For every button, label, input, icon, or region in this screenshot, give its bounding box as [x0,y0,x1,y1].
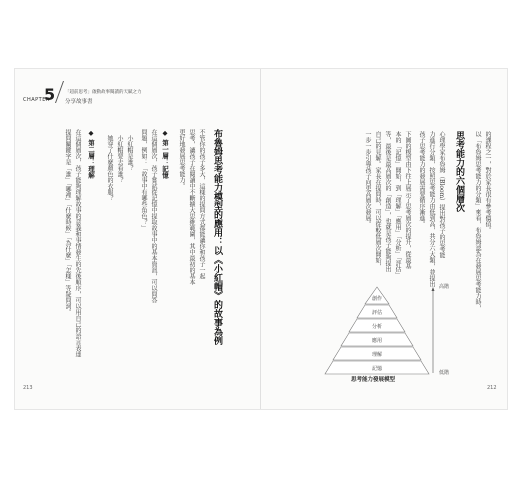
step2-text-2: 提問關鍵字是「誰」「哪裡」「什麼時候」「為什麼」「怎樣」等疑問詞。 [64,129,71,315]
section-title-six-levels: 思考能力的六個層次 [454,131,464,212]
chapter-slash-divider [55,81,64,103]
book-spread [14,68,508,410]
step1-text-1: 在這個層次，孩子嘗試從記憶中提取故事中的基本資訊，可以問答 [150,129,157,303]
step2-text-1: 在這個層次，孩子能夠理解故事的意義和事情發生的先後順序，可以用自己的語言表達 [74,129,81,357]
chapter-title: 分享故事書 [65,99,93,105]
top-text-2: 以「布魯姆思考能力的分類」來看，布魯姆認為在發展思考能力時， [474,131,481,311]
chapter-word: CHAPTER [23,97,50,103]
pyramid-label: 應用 [371,338,383,344]
bullet-item: 小紅帽要去看誰？ [116,135,123,183]
bullet-item: 她穿了什麼顏色的衣服？ [106,135,113,201]
label-high: 高階 [439,284,450,290]
body-line-3: 孩子思考能力的發展需要循序漸進。 [418,131,425,227]
body-line-4: 下圖的模型由下往上展示了思考層次的提升，從最基 [404,131,411,269]
body-line-6: 等，最後是最高層次的「創造」，也就是孩子能夠提出 [384,131,391,272]
top-text-1: 的課程之一，對於家長很有參考價值。 [484,131,491,233]
body-line-7: 自己的見解。家長在提問時，可以從較低層次開始， [374,131,381,269]
section-title-bloom-application: 布魯姆思考能力模型的應用：以《小紅帽》的故事為例 [212,129,222,345]
intro-line-3: 更好地發展思考能力。 [178,129,185,189]
chapter-subtitle: 「超前思考」啟動故事閱讀的天賦之力 [65,90,142,95]
pyramid-label: 理解 [371,352,383,358]
pyramid-label: 記憶 [371,366,383,372]
arrow-up-icon [432,287,435,291]
pyramid-label: 創作 [371,296,383,302]
body-line-5: 本的「記憶」開始，到「理解」「應用」「分析」「評估」 [394,131,401,278]
intro-line-1: 不管你的孩子多大，這樣的提問方式都能讓你和孩子一起 [198,129,205,279]
step1-heading: ◆ 第一層：記憶 [161,129,169,179]
pyramid-label: 分析 [371,324,383,330]
intro-line-2: 思考，讓孩子在閱讀中不斷擴大思維範圍，其中最初的基本 [188,129,195,285]
pyramid-caption: 思考能力發展模型 [351,377,396,383]
step1-text-2: 問題，例如：「故事中有哪些角色？」 [140,129,147,231]
page-number-left: 213 [23,385,33,391]
left-page [15,69,261,409]
body-line-8: 一步一步引導孩子向更高層次發展。 [364,131,371,227]
step2-heading: ◆ 第二層：理解 [87,129,95,179]
pyramid-label: 評估 [371,310,383,316]
body-line-1: 心理學家布魯姆（Bloom）提出對孩子的思考能 [438,131,445,259]
label-low: 低階 [439,370,450,376]
right-page [261,69,507,409]
bullet-item: 小紅帽是誰？ [126,135,133,171]
body-line-2: 力進行分類，按照思考能力由低到高，共分六大類，並提出 [428,131,435,287]
chapter-number: 5 [44,85,56,104]
page-number-right: 212 [487,385,497,391]
